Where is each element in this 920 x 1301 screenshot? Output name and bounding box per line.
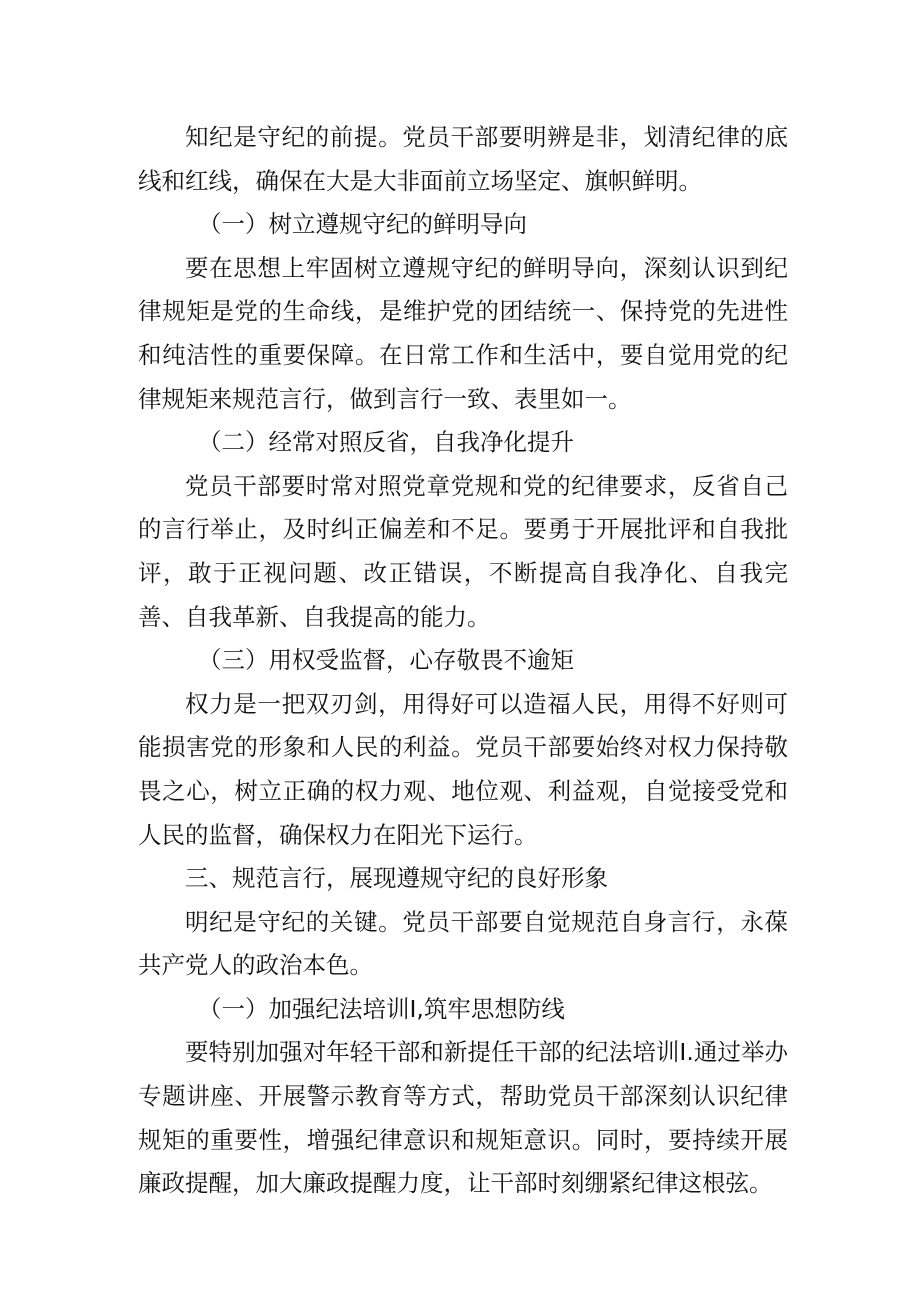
subheading-training: （一）加强纪法培训I,筑牢思想防线 [198, 994, 565, 1023]
paragraph-self-reflection: 党员干部要时常对照党章党规和党的纪律要求，反省自己的言行举止，及时纠正偏差和不足。要勇于开展批评和自我批评，敢于正视问题、改正错误，不断提高自我净化、自我完善、自我革新、自我提高的能力。 [138, 471, 788, 631]
paragraph-training: 要特别加强对年轻干部和新提任干部的纪法培训I.通过举办专题讲座、开展警示教育等方式，帮助党员干部深刻认识纪律规矩的重要性，增强纪律意识和规矩意识。同时，要持续开展廉政提醒，加大廉政提醒力度，让干部时刻绷紧纪律这根弦。 [138, 1038, 788, 1198]
paragraph-knowing-discipline: 知纪是守纪的前提。党员干部要明辨是非，划清纪律的底线和红线，确保在大是大非面前立场坚定、旗帜鲜明。 [138, 123, 788, 195]
document-body [138, 116, 788, 1206]
subheading-establish-orientation: （一）树立遵规守纪的鲜明导向 [198, 210, 527, 239]
subheading-self-reflection: （二）经常对照反省，自我净化提升 [198, 428, 574, 457]
section-heading-three: 三、规范言行，展现遵规守纪的良好形象 [185, 864, 608, 893]
paragraph-establish-orientation: 要在思想上牢固树立遵规守纪的鲜明导向，深刻认识到纪律规矩是党的生命线，是维护党的团结统一、保持党的先进性和纯洁性的重要保障。在日常工作和生活中，要自觉用党的纪律规矩来规范言行，做到言行一致、表里如一。 [138, 253, 788, 413]
paragraph-power-supervision: 权力是一把双刃剑，用得好可以造福人民，用得不好则可能损害党的形象和人民的利益。党员干部要始终对权力保持敬畏之心，树立正确的权力观、地位观、利益观，自觉接受党和人民的监督，确保权力在阳光下运行。 [138, 689, 788, 849]
paragraph-knowing-key: 明纪是守纪的关键。党员干部要自觉规范自身言行，永葆共产党人的政治本色。 [138, 907, 788, 980]
subheading-power-supervision: （三）用权受监督，心存敬畏不逾矩 [198, 646, 574, 675]
